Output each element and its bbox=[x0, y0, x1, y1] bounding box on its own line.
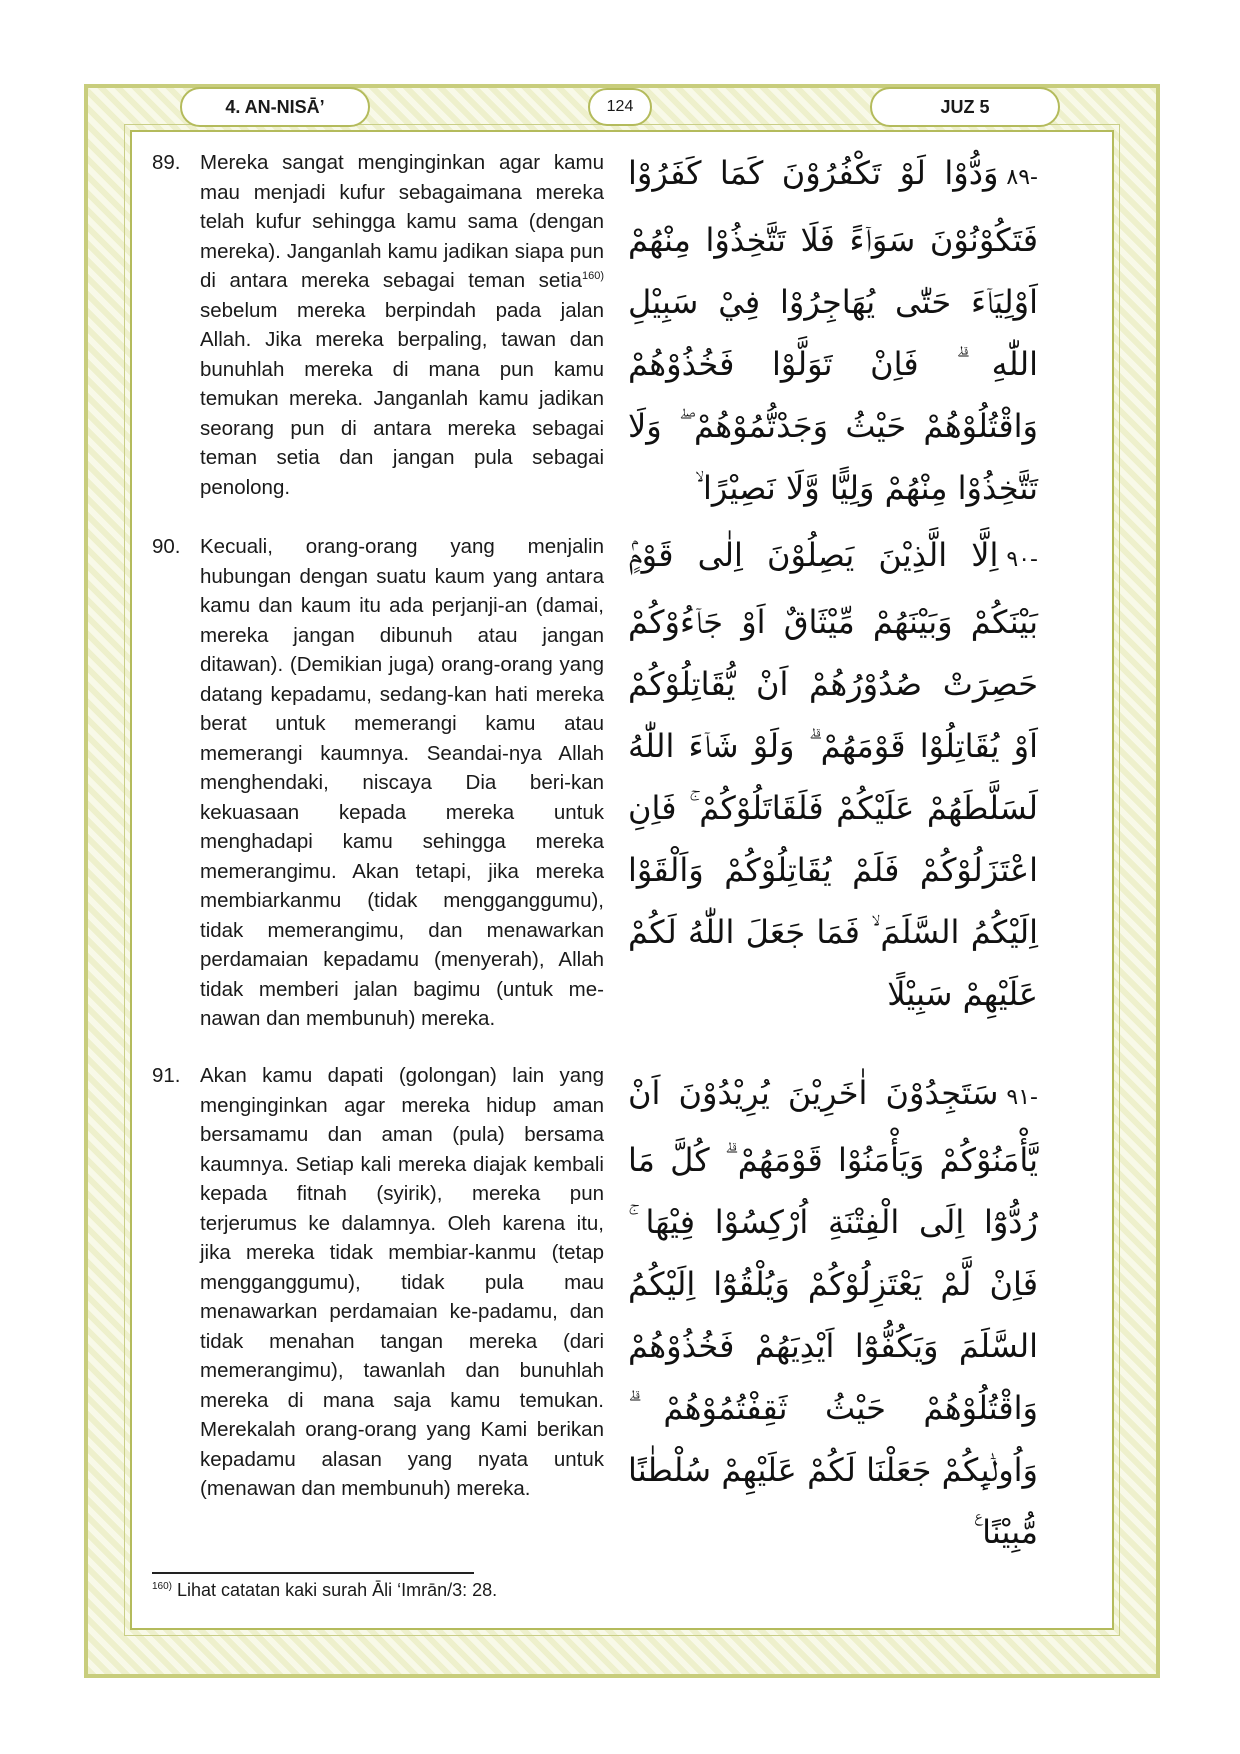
arabic-verse-91 bbox=[628, 1062, 1038, 1563]
page-number: 124 bbox=[588, 88, 652, 126]
verse-number: 89. bbox=[152, 151, 181, 174]
footnote-marker: 160) bbox=[581, 270, 604, 283]
arabic-verse-number: -٨٩ bbox=[1006, 165, 1038, 190]
footnote bbox=[152, 1580, 497, 1601]
arabic-verse-number: -٩٠ bbox=[1006, 547, 1038, 572]
arabic-verse-90 bbox=[628, 524, 1038, 1025]
verse-translation: Akan kamu dapati (golongan) lain yang menginginkan agar mereka hidup aman bersamamu dan aman (pula) bersama kaumnya. Setiap kali mereka diajak kembali kepada fitnah (syirik), mereka pun terjerumus ke dalamnya. Oleh karena itu, jika mereka tidak membiar-kanmu (tetap mengganggumu), tidak pula mau menawarkan perdamaian ke-padamu, dan tidak menahan tangan mereka (dari memerangimu), tawanlah dan bunuhlah mereka di mana saja kamu temukan. Merekalah orang-orang yang Kami berikan kepadamu alasan yang nyata untuk (menawan dan membunuh) mereka. bbox=[200, 1064, 604, 1500]
translation-verse-90 bbox=[152, 532, 604, 1034]
arabic-text: اِلَّا الَّذِيْنَ يَصِلُوْنَ اِلٰى قَوْمٍۢ بَيْنَكُمْ وَبَيْنَهُمْ مِّيْثَاقٌ اَوْ جَاۤءُوْكُمْ حَصِرَتْ صُدُوْرُهُمْ اَنْ يُّقَاتِلُوْكُمْ اَوْ يُقَاتِلُوْا قَوْمَهُمْ ۗ وَلَوْ شَاۤءَ اللّٰهُ لَسَلَّطَهُمْ عَلَيْكُمْ فَلَقَاتَلُوْكُمْ ۚ فَاِنِ اعْتَزَلُوْكُمْ فَلَمْ يُقَاتِلُوْكُمْ وَاَلْقَوْا اِلَيْكُمُ السَّلَمَ ۙ فَمَا جَعَلَ اللّٰهُ لَكُمْ عَلَيْهِمْ سَبِيْلًا bbox=[628, 536, 1038, 1013]
footnote-ref: 160) bbox=[152, 1581, 173, 1592]
translation-text: sebelum mereka berpindah pada jalan Allah. Jika mereka berpaling, tawan dan bunuhlah mereka di mana pun kamu temukan mereka. Janganlah kamu jadikan seorang pun di antara mereka sebagai teman setia dan jangan pula sebagai penolong. bbox=[200, 298, 604, 499]
translation-verse-91 bbox=[152, 1061, 604, 1504]
arabic-text: سَتَجِدُوْنَ اٰخَرِيْنَ يُرِيْدُوْنَ اَنْ يَّأْمَنُوْكُمْ وَيَأْمَنُوْا قَوْمَهُمْ ۗ كُلَّ مَا رُدُّوْٓا اِلَى الْفِتْنَةِ اُرْكِسُوْا فِيْهَا ۚ فَاِنْ لَّمْ يَعْتَزِلُوْكُمْ وَيُلْقُوْٓا اِلَيْكُمُ السَّلَمَ وَيَكُفُّوْٓا اَيْدِيَهُمْ فَخُذُوْهُمْ وَاقْتُلُوْهُمْ حَيْثُ ثَقِفْتُمُوْهُمْ ۗ وَاُولٰۤىِٕكُمْ جَعَلْنَا لَكُمْ عَلَيْهِمْ سُلْطٰنًا مُّبِيْنًا ࣖ bbox=[628, 1074, 1038, 1551]
verse-number: 90. bbox=[152, 535, 181, 558]
verse-number: 91. bbox=[152, 1064, 181, 1087]
footnote-text: Lihat catatan kaki surah Āli ‘Imrān/3: 28. bbox=[172, 1580, 498, 1600]
verse-translation bbox=[200, 148, 604, 502]
footnote-divider bbox=[152, 1572, 474, 1574]
arabic-verse-89 bbox=[628, 142, 1038, 519]
arabic-verse-number: -٩١ bbox=[1006, 1085, 1038, 1110]
translation-verse-89 bbox=[152, 148, 604, 502]
juz-label: JUZ 5 bbox=[870, 87, 1060, 127]
surah-title: 4. AN-NISĀ’ bbox=[180, 87, 370, 127]
arabic-text: وَدُّوْا لَوْ تَكْفُرُوْنَ كَمَا كَفَرُوْا فَتَكُوْنُوْنَ سَوَاۤءً فَلَا تَتَّخِذُوْا مِنْهُمْ اَوْلِيَاۤءَ حَتّٰى يُهَاجِرُوْا فِيْ سَبِيْلِ اللّٰهِ ۗ فَاِنْ تَوَلَّوْا فَخُذُوْهُمْ وَاقْتُلُوْهُمْ حَيْثُ وَجَدْتُّمُوْهُمْ ۖ وَلَا تَتَّخِذُوْا مِنْهُمْ وَلِيًّا وَّلَا نَصِيْرًا ۙ bbox=[628, 154, 1038, 507]
translation-text: Mereka sangat menginginkan agar kamu mau menjadi kufur sebagaimana mereka telah kufur sehingga kamu sama (dengan mereka). Janganlah kamu jadikan siapa pun di antara mereka sebagai teman setia bbox=[200, 151, 604, 292]
verse-translation: Kecuali, orang-orang yang menjalin hubungan dengan suatu kaum yang antara kamu dan kaum itu ada perjanji-an (damai, mereka jangan dibunuh atau jangan ditawan). (Demikian juga) orang-orang yang datang kepadamu, sedang-kan hati mereka berat untuk memerangi kamu atau memerangi kaumnya. Seandai-nya Allah menghendaki, niscaya Dia beri-kan kekuasaan kepada mereka untuk menghadapi kamu sehingga mereka memerangimu. Akan tetapi, jika mereka membiarkanmu (tidak mengganggumu), tidak memerangimu, dan menawarkan perdamaian kepadamu (menyerah), Allah tidak memberi jalan bagimu (untuk me-nawan dan membunuh) mereka. bbox=[200, 535, 604, 1030]
